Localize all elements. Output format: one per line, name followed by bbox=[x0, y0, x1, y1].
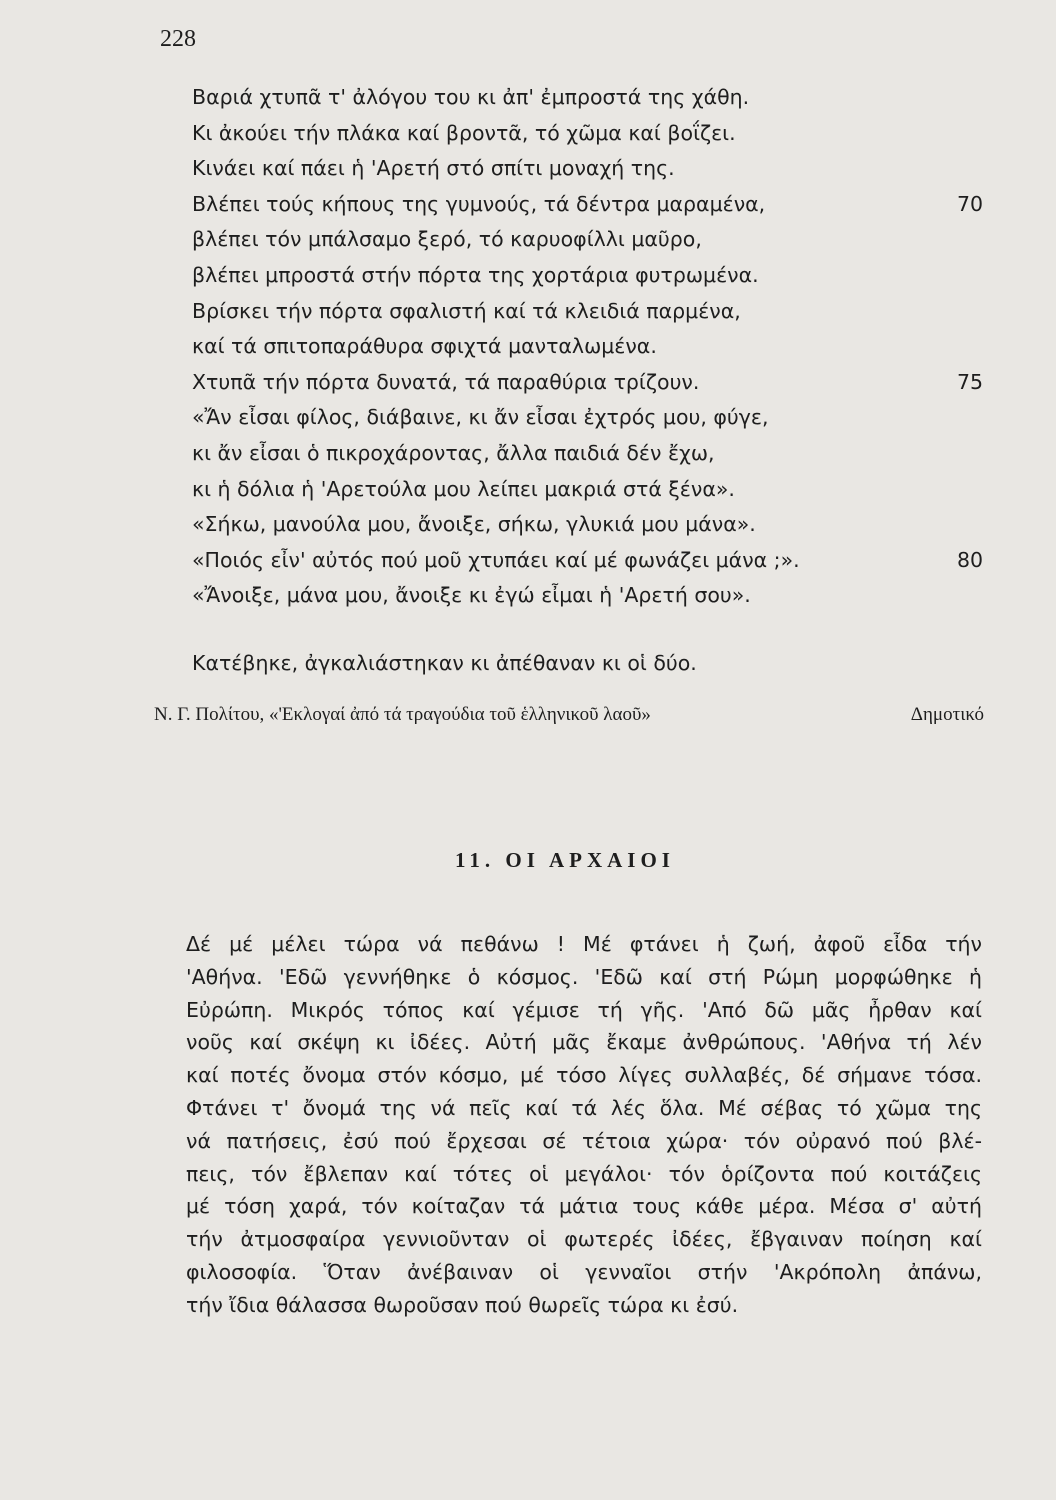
prose-line: μέ τόση χαρά, τόν κοίταζαν τά μάτια τους κάθε μέρα. Μέσα σ' αὐτή bbox=[186, 1194, 982, 1219]
prose-line: νοῦς καί σκέψη κι ἰδέες. Αὐτή μᾶς ἔκαμε ἀνθρώπους. 'Αθήνα τή λέν bbox=[186, 1030, 982, 1055]
poem-line: κι ἄν εἶσαι ὁ πικροχάροντας, ἄλλα παιδιά δέν ἔχω, bbox=[192, 440, 715, 465]
prose-passage bbox=[186, 928, 982, 1322]
prose-line: Φτάνει τ' ὄνομά της νά πεῖς καί τά λές ὅλα. Μέ σέβας τό χῶμα της bbox=[186, 1095, 982, 1120]
poem-line: Βλέπει τούς κήπους της γυμνούς, τά δέντρα μαραμένα, 70 bbox=[192, 187, 992, 223]
poem-line: «Ἄνοιξε, μάνα μου, ἄνοιξε κι ἐγώ εἶμαι ἡ 'Αρετή σου». bbox=[192, 583, 751, 608]
prose-line: τήν ἀτμοσφαίρα γεννιοῦνταν οἱ φωτερές ἰδέες, ἔβγαιναν ποίηση καί bbox=[186, 1227, 982, 1252]
prose-line: φιλοσοφία. Ὅταν ἀνέβαιναν οἱ γενναῖοι στήν 'Ακρόπολη ἀπάνω, bbox=[186, 1259, 982, 1284]
prose-line: Δέ μέ μέλει τώρα νά πεθάνω ! Μέ φτάνει ἡ ζωή, ἀφοῦ εἶδα τήν bbox=[186, 932, 982, 956]
page-number: 228 bbox=[160, 26, 196, 52]
prose-line: καί ποτές ὄνομα στόν κόσμο, μέ τόσο λίγες συλλαβές, δέ σήμανε τόσα. bbox=[186, 1063, 982, 1088]
prose-line: 'Αθήνα. 'Εδῶ γεννήθηκε ὁ κόσμος. 'Εδῶ καί στή Ρώμη μορφώθηκε ἡ bbox=[186, 964, 982, 989]
prose-line: τήν ἴδια θάλασσα θωροῦσαν πού θωρεῖς τώρα κι ἐσύ. bbox=[186, 1292, 739, 1317]
poem-line: κι ἡ δόλια ἡ 'Αρετούλα μου λείπει μακριά στά ξένα». bbox=[192, 476, 735, 501]
prose-line: νά πατήσεις, ἐσύ πού ἔρχεσαι σέ τέτοια χώρα· τόν οὐρανό πού βλέ- bbox=[186, 1128, 982, 1153]
prose-line: πεις, τόν ἔβλεπαν καί τότες οἱ μεγάλοι· τόν ὁρίζοντα πού κοιτάζεις bbox=[186, 1161, 982, 1186]
poem-line: Βαριά χτυπᾶ τ' ἀλόγου του κι ἀπ' ἐμπροστά της χάθη. bbox=[192, 85, 750, 109]
poem-line: βλέπει μπροστά στήν πόρτα της χορτάρια φυτρωμένα. bbox=[192, 262, 759, 287]
poem bbox=[192, 80, 992, 614]
section-heading: 11. ΟΙ ΑΡΧΑΙΟΙ bbox=[455, 848, 675, 872]
prose-line: Εὐρώπη. Μικρός τόπος καί γέμισε τή γῆς. 'Από δῶ μᾶς ἦρθαν καί bbox=[186, 997, 982, 1022]
poem-final-line: Κατέβηκε, ἀγκαλιάστηκαν κι ἀπέθαναν κι οἱ δύο. bbox=[192, 651, 697, 675]
poem-line: Κινάει καί πάει ἡ 'Αρετή στό σπίτι μοναχή της. bbox=[192, 156, 675, 181]
poem-line: «Σήκω, μανούλα μου, ἄνοιξε, σήκω, γλυκιά μου μάνα». bbox=[192, 512, 756, 537]
poem-line: Κι ἀκούει τήν πλάκα καί βροντᾶ, τό χῶμα καί βοΐζει. bbox=[192, 120, 736, 145]
poem-line: «Ἄν εἶσαι φίλος, διάβαινε, κι ἄν εἶσαι ἐχτρός μου, φύγε, bbox=[192, 405, 769, 430]
poem-line: Βρίσκει τήν πόρτα σφαλιστή καί τά κλειδιά παρμένα, bbox=[192, 298, 741, 323]
poem-line: καί τά σπιτοπαράθυρα σφιχτά μανταλωμένα. bbox=[192, 334, 657, 359]
source-citation: Ν. Γ. Πολίτου, «'Εκλογαί ἀπό τά τραγούδια τοῦ ἑλληνικοῦ λαοῦ» bbox=[154, 704, 651, 725]
line-number: 80 bbox=[957, 547, 984, 572]
line-number: 70 bbox=[957, 191, 984, 216]
line-number: 75 bbox=[957, 369, 984, 394]
poem-line: «Ποιός εἶν' αὐτός πού μοῦ χτυπάει καί μέ φωνάζει μάνα ;». 80 bbox=[192, 543, 992, 579]
source-genre: Δημοτικό bbox=[910, 704, 984, 725]
poem-line: βλέπει τόν μπάλσαμο ξερό, τό καρυοφίλλι μαῦρο, bbox=[192, 227, 702, 252]
poem-line: Χτυπᾶ τήν πόρτα δυνατά, τά παραθύρια τρίζουν. 75 bbox=[192, 365, 992, 401]
